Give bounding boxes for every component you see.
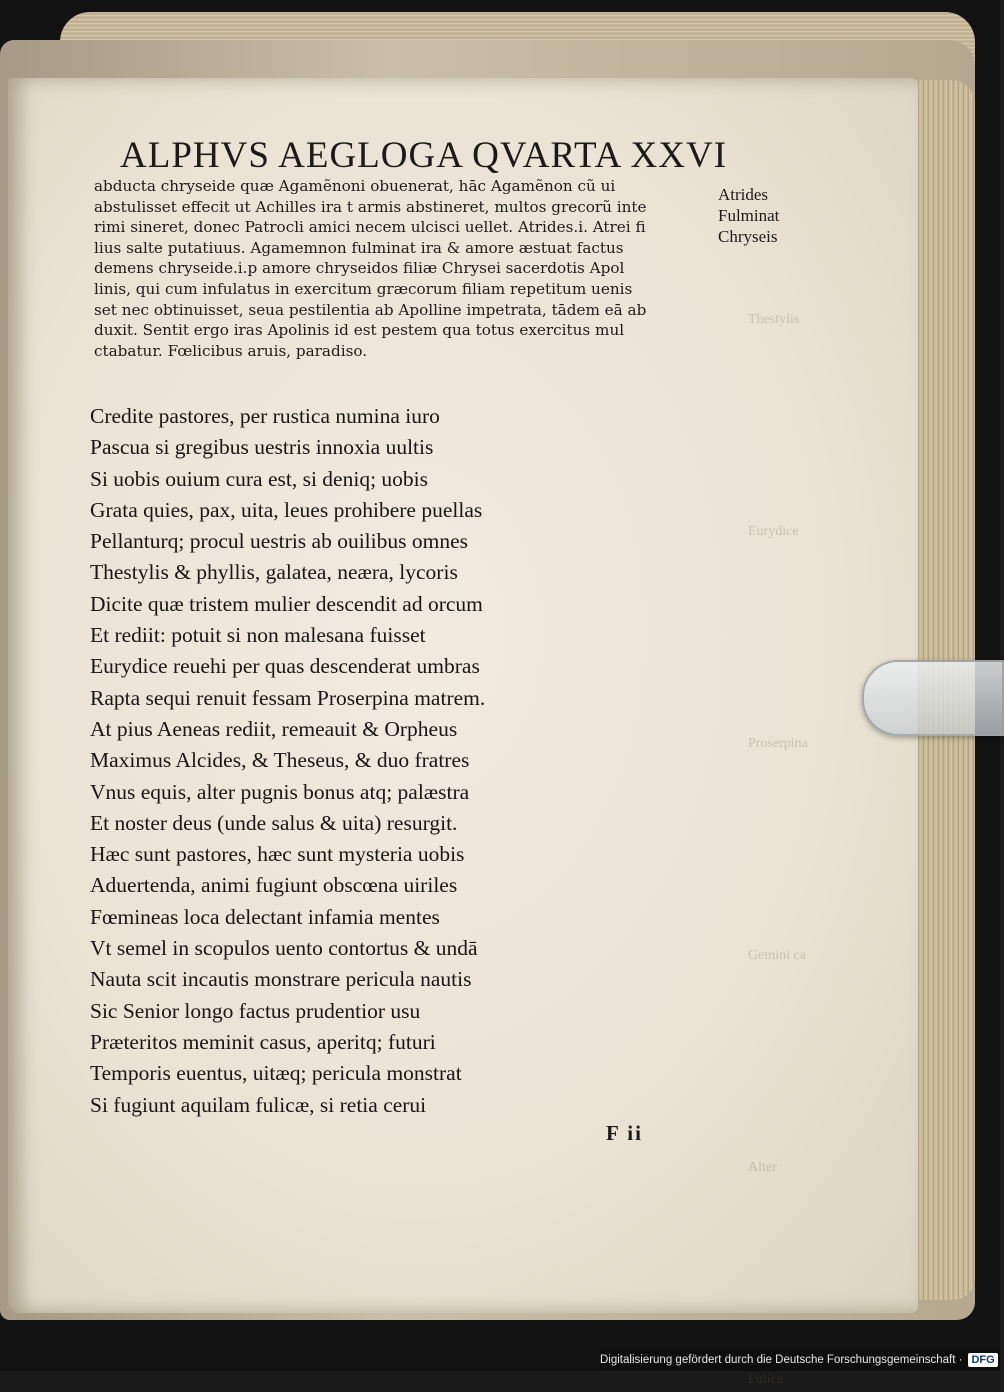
- verse-line: Aduertenda, animi fugiunt obscœna uiriles: [90, 873, 458, 898]
- verse-line: Eurydice reuehi per quas descenderat umbras: [90, 654, 480, 679]
- bleed-note: Thestylis: [748, 312, 800, 327]
- verse-block: [90, 401, 710, 1121]
- verse-line: At pius Aeneas rediit, remeauit & Orpheus: [90, 716, 458, 741]
- verse-line: Temporis euentus, uitæq; pericula monstrat: [90, 1061, 462, 1086]
- bleed-through-text: [748, 308, 908, 1387]
- bleed-note: Gemini ca: [748, 948, 806, 963]
- verse-line: Et noster deus (unde salus & uita) resurgit.: [90, 810, 458, 835]
- commentary-line: linis, qui cum infulatus in exercitum græcorum filiam repetitum uenis: [94, 279, 633, 298]
- commentary-line: duxit. Sentit ergo iras Apolinis id est pestem qua totus exercitus mul: [94, 321, 625, 340]
- marginal-note: Atrides: [718, 185, 769, 204]
- commentary-line: set nec obtinuisset, seua pestilentia ab Apolline impetrata, tādem eā ab: [94, 300, 647, 319]
- verse-line: Et rediit: potuit si non malesana fuisset: [90, 623, 426, 648]
- verse-line: Dicite quæ tristem mulier descendit ad orcum: [90, 591, 483, 616]
- marginal-notes: [718, 184, 838, 247]
- verse-line: Pascua si gregibus uestris innoxia uultis: [90, 435, 434, 460]
- verse-line: Nauta scit incautis monstrare pericula nautis: [90, 967, 472, 992]
- commentary-block: [94, 176, 724, 361]
- marginal-note: Chryseis: [718, 227, 778, 246]
- bleed-note: Alter: [748, 1160, 777, 1175]
- page-clip: [862, 660, 1004, 736]
- bleed-note: Fulica: [748, 1372, 783, 1387]
- verse-line: Si fugiunt aquilam fulicæ, si retia cerui: [90, 1092, 427, 1117]
- commentary-line: lius salte putatiuus. Agamemnon fulminat ira & amore æstuat factus: [94, 238, 624, 257]
- verse-line: Rapta sequi renuit fessam Proserpina matrem.: [90, 685, 486, 710]
- verse-line: Vnus equis, alter pugnis bonus atq; palæstra: [90, 779, 470, 804]
- commentary-line: abstulisset effecit ut Achilles ira t armis abstineret, multos grecorũ inte: [94, 197, 647, 216]
- footer-credit-bar: [600, 1349, 1000, 1371]
- bleed-note: Proserpina: [748, 736, 808, 751]
- footer-credit: Digitalisierung gefördert durch die Deutsche Forschungsgemeinschaft ·: [600, 1354, 963, 1366]
- dfg-logo: DFG: [968, 1353, 997, 1367]
- verse-line: Vt semel in scopulos uento contortus & undā: [90, 936, 478, 961]
- commentary-line: ctabatur. Fœlicibus aruis, paradiso.: [94, 341, 368, 360]
- verse-line: Si uobis ouium cura est, si deniq; uobis: [90, 466, 429, 491]
- marginal-note: Fulminat: [718, 206, 780, 225]
- running-title: ALPHVS AEGLOGA QVARTA XXVI: [120, 135, 728, 176]
- commentary-line: abducta chryseide quæ Agamẽnoni obuenerat, hāc Agamẽnon cũ ui: [94, 177, 616, 195]
- verse-line: Grata quies, pax, uita, leues prohibere puellas: [90, 497, 483, 522]
- verse-line: Pellanturq; procul uestris ab ouilibus omnes: [90, 529, 468, 554]
- verse-line: Maximus Alcides, & Theseus, & duo fratres: [90, 748, 470, 773]
- commentary-line: demens chryseide.i.p amore chryseidos filiæ Chrysei sacerdotis Apol: [94, 259, 625, 278]
- signature-mark: F ii: [606, 1121, 643, 1145]
- bleed-note: Eurydice: [748, 524, 799, 539]
- verse-line: Thestylis & phyllis, galatea, neæra, lycoris: [90, 560, 458, 585]
- verse-line: Hæc sunt pastores, hæc sunt mysteria uobis: [90, 842, 465, 867]
- verse-line: Sic Senior longo factus prudentior usu: [90, 998, 421, 1023]
- commentary-line: rimi sineret, donec Patrocli amici necem ulcisci uellet. Atrides.i. Atrei fi: [94, 218, 646, 237]
- verse-line: Fœmineas loca delectant infamia mentes: [90, 904, 440, 929]
- verse-line: Credite pastores, per rustica numina iuro: [90, 404, 440, 428]
- verse-line: Præteritos meminit casus, aperitq; futuri: [90, 1029, 436, 1054]
